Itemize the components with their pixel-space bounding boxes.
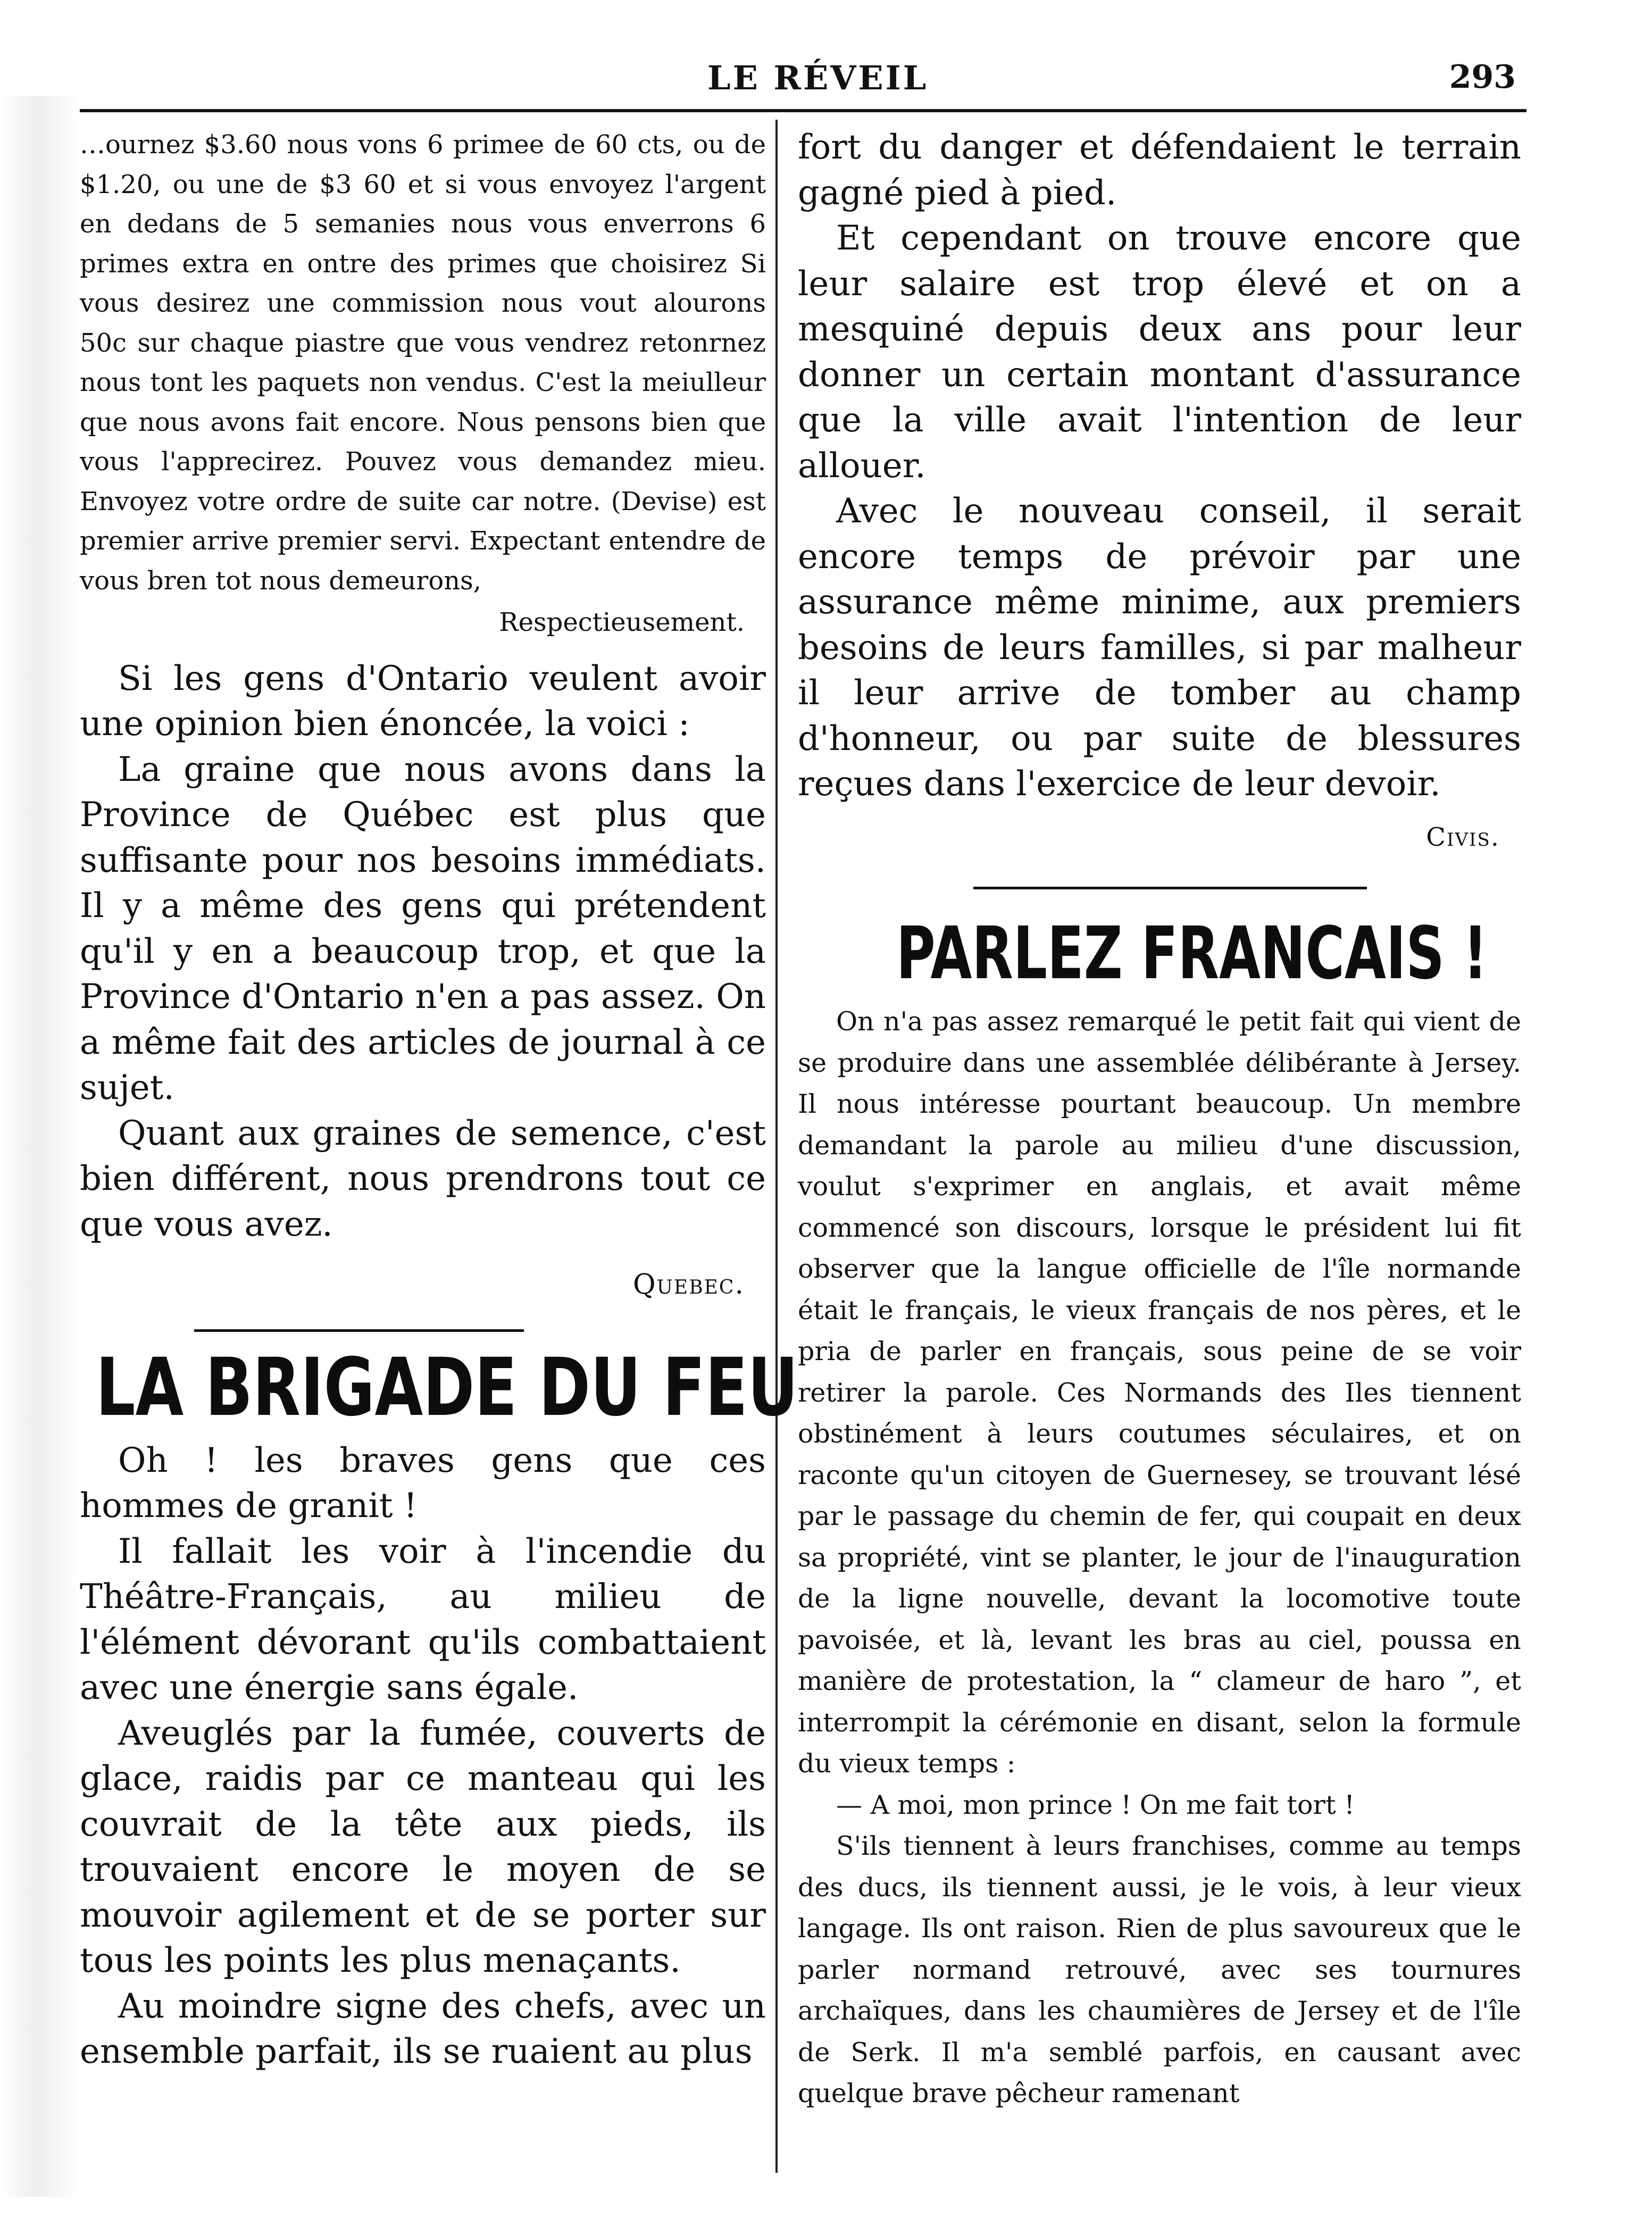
- page-number: 293: [1449, 59, 1516, 96]
- letter-signoff: Respectieusement.: [499, 607, 745, 637]
- parlez-paragraph: S'ils tiennent à leurs franchises, comme au temps des ducs, ils tiennent aussi, je le vois, à leur vieux langage. Ils ont raison. Rien de plus savoureux que le parler normand retrouvé, avec ses tournures archaïques, dans les chaumières de Jersey et de l'île de Serk. Il m'a semblé parfois, en causant avec quelque brave pêcheur ramenant: [798, 1831, 1521, 2109]
- brigade-headline: LA BRIGADE DU FEU: [96, 1341, 798, 1434]
- letter-paragraph: …ournez $3.60 nous vons 6 primee de 60 cts, ou de $1.20, ou une de $3 60 et si vous envoyez l'argent en dedans de 5 semanies nous vous enverrons 6 primes extra en ontre des primes que choisirez Si vous desirez une commission nous vout alourons 50c sur chaque piastre que vous vendrez retonrnez nous tont les paquets non vendus. C'est la meiulleur que nous avons fait encore. Nous pensons bien que vous l'apprecirez. Pouvez vous demandez mieu. Envoyez votre ordre de suite car notre. (Devise) est premier arrive premier servi. Expectant entendre de vous bren tot nous demeurons,: [80, 130, 766, 596]
- column-divider: [775, 120, 778, 2173]
- brigade-paragraph: Oh ! les braves gens que ces hommes de granit !: [80, 1440, 766, 1526]
- parlez-paragraph: On n'a pas assez remarqué le petit fait qui vient de se produire dans une assemblée délibérante à Jersey. Il nous intéresse pourtant beaucoup. Un membre demandant la parole au milieu d'une discussion, voulut s'exprimer en anglais, et avait même commencé son discours, lorsque le président lui fit observer que la langue officielle de l'île normande était le français, le vieux français de nos pères, et le pria de parler en français, sous peine de se voir retirer la parole. Ces Normands des Iles tiennent obstinément à leurs coutumes séculaires, et on raconte qu'un citoyen de Guernesey, se trouvant lésé par le passage du chemin de fer, qui coupait en deux sa propriété, vint se planter, le jour de l'inauguration de la ligne nouvelle, devant la locomotive toute pavoisée, et là, levant les bras au ciel, poussa en manière de protestation, la “ clameur de haro ”, et interrompit la cérémonie en disant, selon la formule du vieux temps :: [798, 1006, 1521, 1779]
- left-column: [80, 125, 798, 2075]
- brigade-continued-paragraph: fort du danger et défendaient le terrain gagné pied à pied.: [798, 128, 1521, 213]
- parlez-headline-box: [798, 889, 1521, 1001]
- civis-signature: Civis.: [1426, 822, 1500, 852]
- ontario-paragraph: La graine que nous avons dans la Province de Québec est plus que suffisante pour nos besoins immédiats. Il y a même des gens qui prétendent qu'il y en a beaucoup trop, et que la Province d'Ontario n'en a pas assez. On a même fait des articles de journal à ce sujet.: [80, 749, 766, 1107]
- right-column: [798, 125, 1521, 2114]
- page-edge-shading: [0, 96, 80, 2197]
- header-rule: [80, 109, 1526, 112]
- brigade-continued-paragraph: Et cependant on trouve encore que leur salaire est trop élevé et on a mesquiné depuis deux ans pour leur donner un certain montant d'assurance que la ville avait l'intention de leur allouer.: [798, 219, 1521, 486]
- brigade-paragraph: Il fallait les voir à l'incendie du Théâtre-Français, au milieu de l'élément dévorant qu'ils combattaient avec une énergie sans égale.: [80, 1531, 766, 1707]
- ontario-paragraph: Si les gens d'Ontario veulent avoir une opinion bien énoncée, la voici :: [80, 659, 766, 744]
- parlez-headline: PARLEZ FRANCAIS !: [896, 912, 1488, 996]
- running-header: [80, 59, 1516, 106]
- journal-title: LE RÉVEIL: [707, 59, 929, 97]
- brigade-headline-box: [80, 1332, 798, 1438]
- brigade-continued-paragraph: Avec le nouveau conseil, il serait encore temps de prévoir par une assurance même minime, aux premiers besoins de leurs familles, si par malheur il leur arrive de tomber au champ d'honneur, ou par suite de blessures reçues dans l'exercice de leur devoir.: [798, 491, 1521, 804]
- brigade-paragraph: Au moindre signe des chefs, avec un ensemble parfait, ils se ruaient au plus: [80, 1986, 766, 2071]
- parlez-quote: — A moi, mon prince ! On me fait tort !: [836, 1789, 1355, 1820]
- ontario-paragraph: Quant aux graines de semence, c'est bien différent, nous prendrons tout ce que vous avez.: [80, 1113, 766, 1244]
- brigade-paragraph: Aveuglés par la fumée, couverts de glace, raidis par ce manteau qui les couvrait de la tête aux pieds, ils trouvaient encore le moyen de se mouvoir agilement et de se porter sur tous les points les plus menaçants.: [80, 1713, 766, 1980]
- quebec-signature: Quebec.: [632, 1269, 745, 1301]
